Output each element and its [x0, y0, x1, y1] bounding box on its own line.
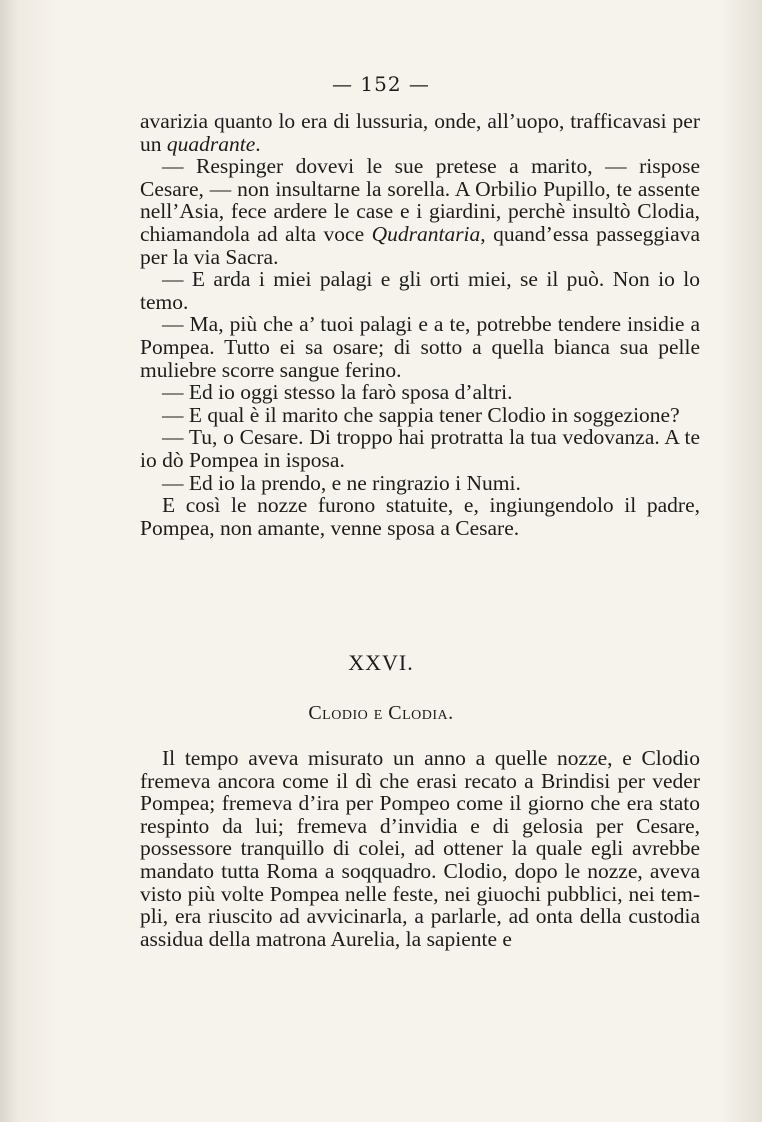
- paragraph-1: avarizia quanto lo era di lussuria, onde, all’uopo, trafficavasi per un quadrante.: [140, 109, 700, 156]
- paragraph-6: — E qual è il marito che sappia tener Clodio in soggezione?: [162, 402, 680, 427]
- paragraph-10: Il tempo aveva misurato un anno a quelle nozze, e Clodio fremeva ancora come il dì che erasi recato a Brindisi per veder Pompea; fremeva d’ira per Pompeo come il giorno che era stato respinto da lui; fremeva d’invidia e di gelosia per Cesare, possessore tranquillo di colei, ad ottener la quale egli avrebbe mandato tutta Roma a soqquadro. Clodio, dopo le nozze, aveva visto più volte Pompea nelle feste, nei giuochi pubblici, nei templi, era riuscito ad avvicinarla, a parlarle, ad onta della custodia assidua della matrona Aurelia, la sapiente e: [140, 746, 700, 951]
- chapter-number: XXVI.: [348, 650, 414, 675]
- paragraph-3: — E arda i miei palagi e gli orti miei, se il può. Non io lo temo.: [140, 267, 700, 314]
- paragraph-9: E così le nozze furono statuite, e, ingiungendolo il padre, Pompea, non amante, venne sposa a Cesare.: [140, 493, 700, 540]
- text-block-bottom: [140, 747, 700, 950]
- paragraph-4: — Ma, più che a’ tuoi palagi e a te, potrebbe tendere insidie a Pompea. Tutto ei sa osare; di sotto a quella bianca sua pelle muliebre scorre sangue ferino.: [140, 312, 700, 382]
- paragraph-5: — Ed io oggi stesso la farò sposa d’altri.: [162, 380, 513, 405]
- page-number: — 152 —: [332, 72, 430, 96]
- paragraph-8: — Ed io la prendo, e ne ringrazio i Numi.: [162, 470, 521, 495]
- chapter-title: Clodio e Clodia.: [308, 702, 454, 724]
- paragraph-7: — Tu, o Cesare. Di troppo hai protratta la tua vedovanza. A te io dò Pompea in isposa.: [140, 425, 700, 472]
- text-block-top: [140, 110, 700, 539]
- paragraph-2: — Respinger dovevi le sue pretese a marito, — rispose Cesare, — non insultarne la sorella. A Orbilio Pupillo, te assente nell’Asia, fece ardere le case e i giardini, perchè insultò Clodia, chiamandola ad alta voce Qudrantaria, quand’essa passeggiava per la via Sacra.: [140, 154, 700, 269]
